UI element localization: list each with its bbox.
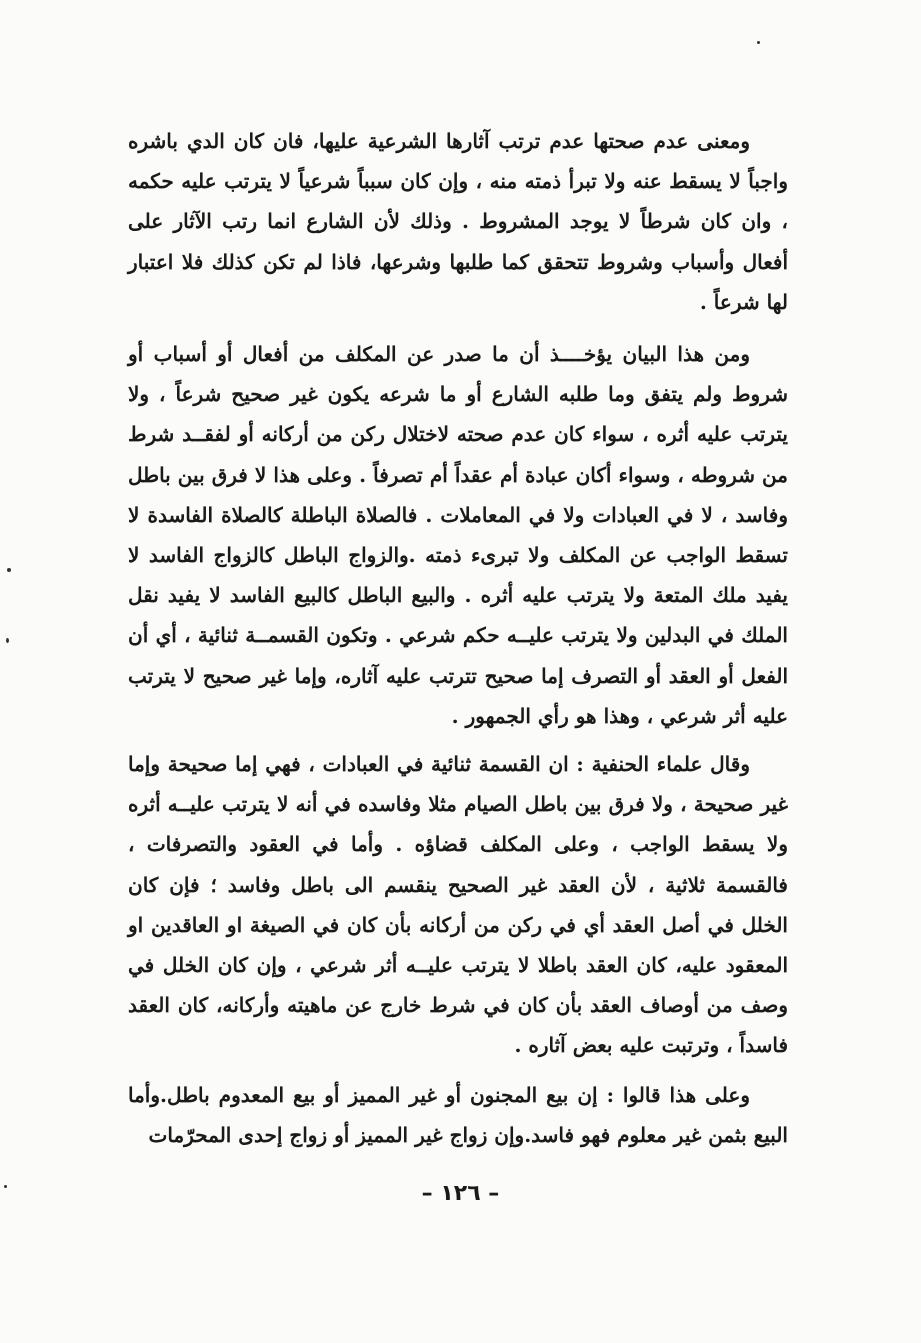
- scan-speck: [7, 568, 11, 572]
- scan-speck: [4, 1185, 7, 1188]
- paragraph-4: [128, 1075, 788, 1155]
- page-number: – ١٢٦ –: [421, 1181, 500, 1206]
- paragraph-2: [128, 334, 788, 736]
- paragraph-1: [128, 121, 788, 322]
- paragraph-3: [128, 744, 788, 1066]
- paragraph-2-text: ومن هذا البيان يؤخــــذ أن ما صدر عن المكلف من أفعال أو أسباب أو شروط ولم يتفق وما طلبه الشارع أو ما شرعه يكون غير صحيح شرعاً ، ولا يترتب عليه أثره ، سواء كان عدم صحته لاختلال ركن من أركانه أو لفقــد شرط من شروطه ، وسواء أكان عبادة أم عقداً أم تصرفاً . وعلى هذا لا فرق بين باطل وفاسد ، لا في العبادات ولا في المعاملات . فالصلاة الباطلة كالصلاة الفاسدة لا تسقط الواجب عن المكلف ولا تبرىء ذمته .والزواج الباطل كالزواج الفاسد لا يفيد ملك المتعة ولا يترتب عليه أثره . والبيع الباطل كالبيع الفاسد لا يفيد نقل الملك في البدلين ولا يترتب عليــه حكم شرعي . وتكون القسمــة ثنائية ، أي أن الفعل أو العقد أو التصرف إما صحيح تترتب عليه آثاره، وإما غير صحيح لا يترتب عليه أثر شرعي ، وهذا هو رأي الجمهور .: [128, 342, 788, 728]
- paragraph-1-text: ومعنى عدم صحتها عدم ترتب آثارها الشرعية عليها، فان كان الدي باشره واجباً لا يسقط عنه ولا تبرأ ذمته منه ، وإن كان سبباً شرعياً لا يترتب عليه حكمه ، وان كان شرطاً لا يوجد المشروط . وذلك لأن الشارع انما رتب الآثار على أفعال وأسباب وشروط تتحقق كما طلبها وشرعها، فاذا لم تكن كذلك فلا اعتبار لها شرعاً .: [128, 129, 788, 314]
- scan-speck: [6, 638, 9, 643]
- paragraph-4-text: وعلى هذا قالوا : إن بيع المجنون أو غير المميز أو بيع المعدوم باطل.وأما البيع بثمن غير معلوم فهو فاسد.وإن زواج غير المميز أو زواج إحدى المحرّمات: [128, 1083, 788, 1148]
- scan-speck: [757, 41, 760, 44]
- paragraph-3-text: وقال علماء الحنفية : ان القسمة ثنائية في العبادات ، فهي إما صحيحة وإما غير صحيحة ، ولا فرق بين باطل الصيام مثلا وفاسده في أنه لا يترتب عليــه أثره ولا يسقط الواجب ، وعلى المكلف قضاؤه . وأما في العقود والتصرفات ، فالقسمة ثلاثية ، لأن العقد غير الصحيح ينقسم الى باطل وفاسد ؛ فإن كان الخلل في أصل العقد أي في ركن من أركانه بأن كان في الصيغة او العاقدين او المعقود عليه، كان العقد باطلا لا يترتب عليــه أثر شرعي ، وإن كان الخلل في وصف من أوصاف العقد بأن كان في شرط خارج عن ماهيته وأركانه، كان العقد فاسداً ، وترتبت عليه بعض آثاره .: [128, 752, 788, 1058]
